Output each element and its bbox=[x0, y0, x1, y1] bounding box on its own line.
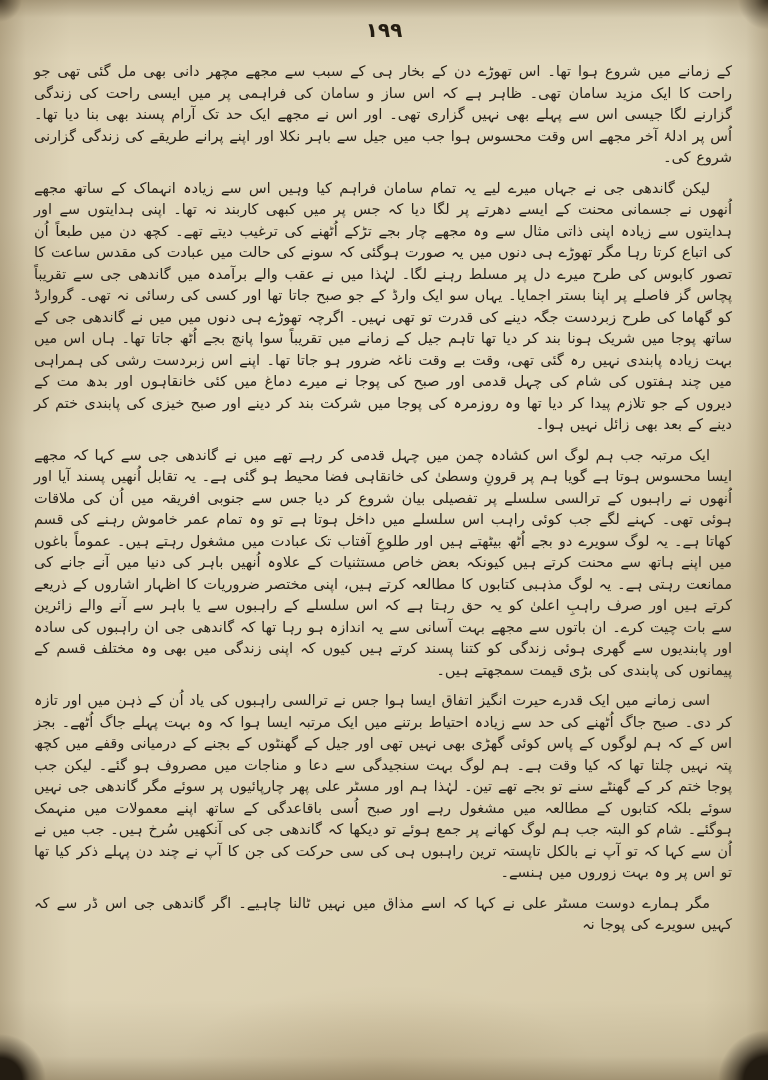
page-number: ۱۹۹ bbox=[365, 18, 403, 42]
page-text-block bbox=[34, 62, 732, 1028]
paragraph: اسی زمانے میں ایک قدرے حیرت انگیز اتفاق ایسا ہوا جس نے ترالسی راہبوں کی یاد اُن کے ذہن میں اور تازہ کر دی۔ صبح جاگ اُٹھنے کی حد سے زیادہ احتیاط برتنے میں ایک مرتبہ ایسا ہوا کہ وہ بہت پہلے جاگ اُٹھے۔ بجز اس کے کہ ہم لوگوں کے پاس کوئی گھڑی بھی نہیں تھی اور جیل کے گھنٹوں کے بجنے کے درمیانی وقفے میں کچھ پتہ نہیں چلتا تھا کہ کیا وقت ہے۔ ہم لوگ بہت سنجیدگی سے دعا و مناجات میں مصروف ہو گئے۔ لیکن جب پوجا ختم کر کے گھنٹے سنے تو بجے تھے تین۔ لہٰذا ہم اور مسٹر علی پھر چارپائیوں پر سوئے مگر گاندھی جی نہیں سوئے بلکہ کتابوں کے مطالعہ میں مشغول رہے اور صبح اُسی باقاعدگی کے ساتھ اپنے معمولات میں منہمک ہوگئے۔ شام کو البتہ جب ہم لوگ کھانے پر جمع ہوئے تو دیکھا کہ گاندھی جی کی آنکھیں سُرخ ہیں۔ جب میں نے اُن سے کہا کہ تو آپ نے بالکل تاپستہ ترین راہبوں ہی کی سی حرکت کی جن کا آپ نے چند دن پہلے ذکر کیا تھا تو اس پر وہ بہت زوروں میں ہنسے۔ bbox=[34, 693, 732, 881]
paragraph: ایک مرتبہ جب ہم لوگ اس کشادہ چمن میں چہل قدمی کر رہے تھے میں نے گاندھی جی سے کہا کہ مجھے ایسا محسوس ہوتا ہے گویا ہم پر قرونِ وسطیٰ کی خانقاہی فضا محیط ہو گئی ہے۔ یہ تقابل اُنھیں پسند آیا اور اُنھوں نے راہبوں کے ترالسی سلسلے پر تفصیلی بیان شروع کر دیا جس سے جنوبی افریقہ میں اُن کی ملاقات ہوئی تھی۔ کہنے لگے جب کوئی راہب اس سلسلے میں داخل ہوتا ہے تو وہ تمام عمر خاموش رہنے کی قسم کھاتا ہے۔ یہ لوگ سویرے دو بجے اُٹھ بیٹھتے ہیں اور طلوعِ آفتاب تک عبادت میں مشغول رہتے ہیں۔ عموماً باغوں میں اپنے ہاتھ سے محنت کرتے ہیں کیونکہ بعض خاص مستثنیات کے علاوہ اُنھیں باہر کی دنیا میں آنے جانے کی ممانعت رہتی ہے۔ یہ لوگ مذہبی کتابوں کا مطالعہ کرتے ہیں، اپنی مختصر ضروریات کا اظہار اشاروں کے ذریعے کرتے ہیں اور صرف راہبِ اعلیٰ کو یہ حق رہتا ہے کہ اس سلسلے کے راہبوں سے یا باہر سے آنے والے زائرین سے بات چیت کرے۔ ان باتوں سے مجھے بہت آسانی سے یہ اندازہ ہو رہا تھا کہ گاندھی جی ان راہبوں کی سادہ اور پابندیوں سے گھری ہوئی زندگی کو کتنا پسند کرتے ہیں کیوں کہ اپنی زندگی میں بھی وہ مختلف قسم کے پیمانوں کی پابندی کی بڑی قیمت سمجھتے ہیں۔ bbox=[34, 447, 732, 679]
paragraph: کے زمانے میں شروع ہوا تھا۔ اس تھوڑے دن کے بخار ہی کے سبب سے مجھے مچھر دانی بھی مل گئی تھی جو راحت کا ایک مزید سامان تھی۔ ظاہر ہے کہ اس ساز و سامان کی فراہمی پر میں ایسی راحت کی زندگی گزارنے لگا جیسی اس سے پہلے بھی نہیں گزاری تھی۔ اور اس نے مجھے ایک حد تک آرام پسند بھی بنا دیا تھا۔ اُس پر ادلۂ آخر مجھے اس وقت محسوس ہوا جب میں جیل سے باہر نکلا اور اپنے پرانے طریقے کی زندگی گزارنی شروع کی۔ bbox=[34, 64, 732, 166]
paragraph: مگر ہمارے دوست مسٹر علی نے کہا کہ اسے مذاق میں نہیں ٹالنا چاہیے۔ اگر گاندھی جی اس ڈر سے کہ کہیں سویرے کی پوجا نہ bbox=[34, 895, 732, 933]
paragraph: لیکن گاندھی جی نے جہاں میرے لیے یہ تمام سامان فراہم کیا وہیں اس سے زیادہ انہماک کے ساتھ مجھے اُنھوں نے جسمانی محنت کے ایسے دھرتے پر لگا دیا کہ جس پر میں کبھی کاربند نہ تھا۔ اپنی ہدایتوں سے اور ہدایتوں سے زیادہ اپنی ذاتی مثال سے وہ مجھے چار بجے تڑکے اُٹھنے کی ترغیب دیتے تھے۔ کچھ دن میں طبعاً اُن کی اتباع کرتا رہا مگر تھوڑے ہی دنوں میں یہ صورت ہوگئی کہ سونے کی حالت میں عبادت کی مقدس ساعت کا تصور کابوس کی طرح میرے دل پر مسلط رہنے لگا۔ لہٰذا میں نے عقب والے برآمدہ میں گاندھی جی سے تقریباً پچاس گز فاصلے پر اپنا بستر اجمایا۔ یہاں سو ایک وارڈ کے جو صبح جاتا تھا اور کسی کی رسائی نہ تھی۔ گروارڈ کو گھاما کی طرح زبردست جگہ دینے کی قدرت تو تھی نہیں۔ اگرچہ تھوڑے ہی دنوں میں میں نے گاندھی جی کے ساتھ پوجا میں شریک ہونا بند کر دیا تھا تاہم جیل کے زمانے میں تقریباً سوا پانچ بجے اُٹھ جاتا تھا۔ ہاں اس میں بہت زیادہ پابندی نہیں رہ گئی تھی، وقت بے وقت ناغہ ضرور ہو جاتا تھا۔ اپنے اس زبردست رشی کی ہمراہی میں چند ہفتوں کی شام کی چہل قدمی اور صبح کی پوجا نے میرے دماغ میں کئی خانقاہوں اور بدھ مت کے دیروں کے جو تلازم پیدا کر دیا تھا وہ روزمرہ کی پوجا میں شرکت بند کر دینے اور صبح خیزی کی پابندی ختم کر دینے کے بعد بھی زائل نہیں ہوا۔ bbox=[34, 180, 732, 433]
